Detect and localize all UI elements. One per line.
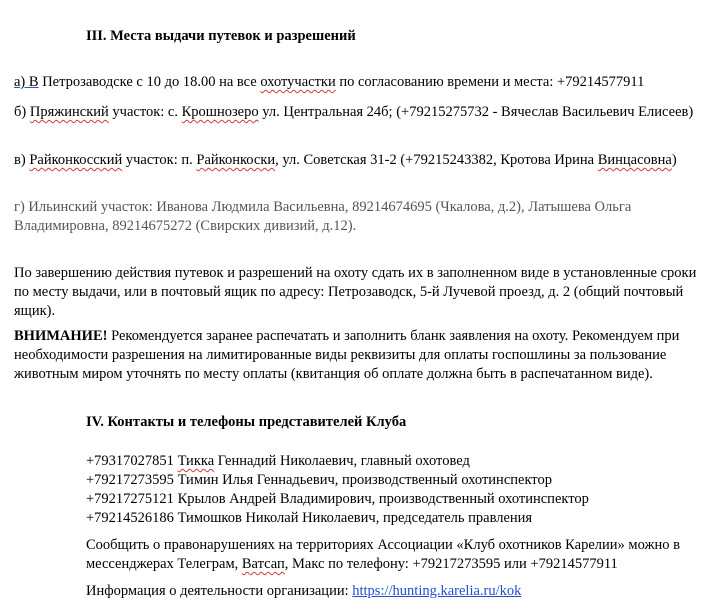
contact-line: +79214526186 Тимошков Николай Николаевич, председатель правления [86,510,533,526]
issue-point-a: а) В Петрозаводске с 10 до 18.00 на все охотучастки по согласованию времени и места: +79214577911 [14,74,645,90]
section-4-title: IV. Контакты и телефоны представителей Клуба [86,414,407,430]
issue-point-b: б) Пряжинский участок: с. Крошнозеро ул. Центральная 24б; (+79215275732 - Вячеслав Васильевич Елисеев) [14,104,694,120]
issue-point-c: в) Райконкосский участок: п. Райконкоски, ул. Советская 31-2 (+79215243382, Кротова Ирина Винцасовна) [14,152,677,168]
report-violations: Сообщить о правонарушениях на территориях Ассоциации «Клуб охотников Карелии» можно в мессенджерах Телеграм, Ватсап, Макс по телефону: +79217273595 или +79214577911 [86,537,680,572]
issue-point-d: г) Ильинский участок: Иванова Людмила Васильевна, 89214674695 (Чкалова, д.2), Латышева Ольга Владимировна, 89214675272 (Свирских дивизий, д.12). [14,199,632,234]
return-note: По завершению действия путевок и разрешений на охоту сдать их в заполненном виде в установленные сроки по месту выдачи, или в почтовый ящик по адресу: Петрозаводск, 5-й Лучевой проезд, д. 2 (общий почтовый ящик). [14,265,697,319]
attention-note: ВНИМАНИЕ! Рекомендуется заранее распечатать и заполнить бланк заявления на охоту. Рекомендуем при необходимости разрешения на лимитированные виды реквизиты для оплаты госпошлины за пользование животным миром уточнять по месту оплаты (квитанция об оплате должна быть в распечатанном виде). [14,328,680,382]
contacts-list [86,452,706,528]
contact-line: +79317027851 Тикка Геннадий Николаевич, главный охотовед [86,453,470,469]
org-info-link[interactable]: https://hunting.karelia.ru/kok [352,583,522,599]
contact-line: +79217275121 Крылов Андрей Владимирович, производственный охотинспектор [86,491,589,507]
contact-line: +79217273595 Тимин Илья Геннадьевич, производственный охотинспектор [86,472,552,488]
attention-label: ВНИМАНИЕ! [14,328,108,344]
section-3-title: III. Места выдачи путевок и разрешений [86,28,356,44]
org-info: Информация о деятельности организации: https://hunting.karelia.ru/kok [86,583,522,599]
